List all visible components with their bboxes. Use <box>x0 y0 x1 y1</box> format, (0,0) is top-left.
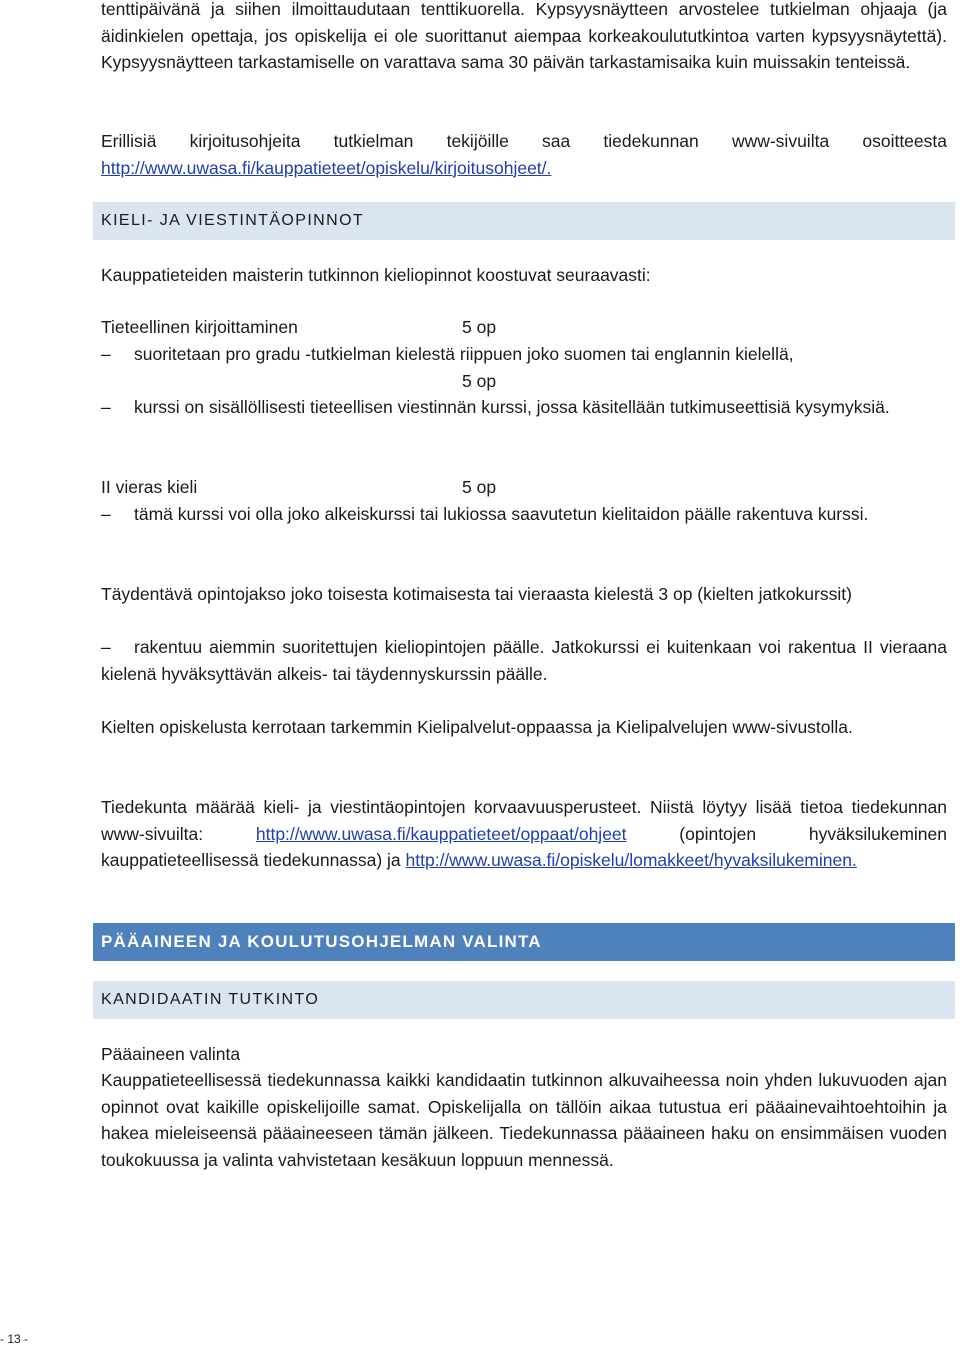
course-row-tieteellinen <box>101 314 947 341</box>
bullet-text: rakentuu aiemmin suoritettujen kieliopintojen päälle. Jatkokurssi ei kuitenkaan voi rakentua II vieraana kielenä hyväksyttävän alkeis- tai täydennyskurssin päälle. <box>101 637 947 684</box>
supplementary-course-text: Täydentävä opintojakso joko toisesta kotimaisesta tai vieraasta kielestä 3 op (kielten jatkokurssit) <box>101 584 852 604</box>
course-credits: 5 op <box>462 317 497 337</box>
subsection-heading-kandidaatti: KANDIDAATIN TUTKINTO <box>93 981 955 1019</box>
writing-guidelines-link[interactable]: http://www.uwasa.fi/kauppatieteet/opiskelu/kirjoitusohjeet/. <box>101 157 552 178</box>
dash-bullet-icon: – <box>101 504 111 524</box>
bullet-item <box>101 634 947 687</box>
paaaine-title: Pääaineen valinta <box>101 1044 241 1064</box>
bullet-text: suoritetaan pro gradu -tutkielman kielestä riippuen joko suomen tai englannin kielellä, <box>134 344 794 364</box>
section-heading-paaaine: PÄÄAINEEN JA KOULUTUSOHJELMAN VALINTA <box>93 923 955 961</box>
dash-bullet-icon: – <box>101 344 111 364</box>
course-row-vieras-kieli <box>101 474 947 501</box>
dash-bullet-icon: – <box>101 637 111 657</box>
course-title: II vieras kieli <box>101 477 198 497</box>
korvaavuus-link-ohjeet[interactable]: http://www.uwasa.fi/kauppatieteet/oppaat/ohjeet <box>255 823 627 844</box>
korvaavuus-paragraph <box>101 794 947 874</box>
kieli-lead: Kauppatieteiden maisterin tutkinnon kieliopinnot koostuvat seuraavasti: <box>101 265 651 285</box>
bullet-item <box>101 394 947 421</box>
paaaine-body: Kauppatieteellisessä tiedekunnassa kaikki kandidaatin tutkinnon alkuvaiheessa noin yhden lukuvuoden ajan opinnot ovat kaikille opiskelijoille samat. Opiskelijalla on tällöin aikaa tutustua eri pääainevaihtoehtoihin ja hakea mieleiseensä pääaineeseen tämän jälkeen. Tiedekunnassa pääaineen haku on ensimmäisen vuoden toukokuussa ja valinta vahvistetaan kesäkuun loppuun mennessä. <box>101 1070 947 1170</box>
section-heading-kieli: KIELI- JA VIESTINTÄOPINNOT <box>93 202 955 240</box>
bullet-text: kurssi on sisällöllisesti tieteellisen viestinnän kurssi, jossa käsitellään tutkimuseettisiä kysymyksiä. <box>134 397 890 417</box>
korvaavuus-text-2: (opintojen hyväksilukeminen kauppatieteellisessä tiedekunnassa) ja <box>101 823 947 871</box>
kielipalvelut-paragraph: Kielten opiskelusta kerrotaan tarkemmin Kielipalvelut-oppaassa ja Kielipalvelujen www-sivustolla. <box>101 717 853 737</box>
course-credits: 5 op <box>462 477 497 497</box>
intro-paragraph: tenttipäivänä ja siihen ilmoittaudutaan tenttikuorella. Kypsyysnäytteen arvostelee tutkielman ohjaaja (ja äidinkielen opettaja, jos opiskelija ei ole suorittanut aiempaa korkeakoulututkintoa varten kypsyysnäytettä). Kypsyysnäytteen tarkastamiselle on varattava sama 30 päivän tarkastamisaika kuin muissakin tenteissä. <box>101 0 947 73</box>
page-number: - 13 - <box>0 1332 29 1346</box>
course-title: Tieteellinen kirjoittaminen <box>101 317 298 337</box>
bullet-item <box>101 341 947 368</box>
course-credits: 5 op <box>462 371 497 391</box>
dash-bullet-icon: – <box>101 397 111 417</box>
korvaavuus-text: Tiedekunta määrää kieli- ja viestintäopintojen korvaavuusperusteet. Niistä löytyy lisää tietoa tiedekunnan www-sivuilta: <box>101 797 947 844</box>
writing-guidelines-paragraph <box>101 128 947 181</box>
writing-guidelines-text: Erillisiä kirjoitusohjeita tutkielman tekijöille saa tiedekunnan www-sivuilta osoitteesta <box>101 131 947 151</box>
bullet-item <box>101 501 947 528</box>
bullet-text: tämä kurssi voi olla joko alkeiskurssi tai lukiossa saavutetun kielitaidon päälle rakentuva kurssi. <box>134 504 869 524</box>
korvaavuus-link-hyvaksilukeminen[interactable]: http://www.uwasa.fi/opiskelu/lomakkeet/hyvaksilukeminen. <box>405 850 857 871</box>
